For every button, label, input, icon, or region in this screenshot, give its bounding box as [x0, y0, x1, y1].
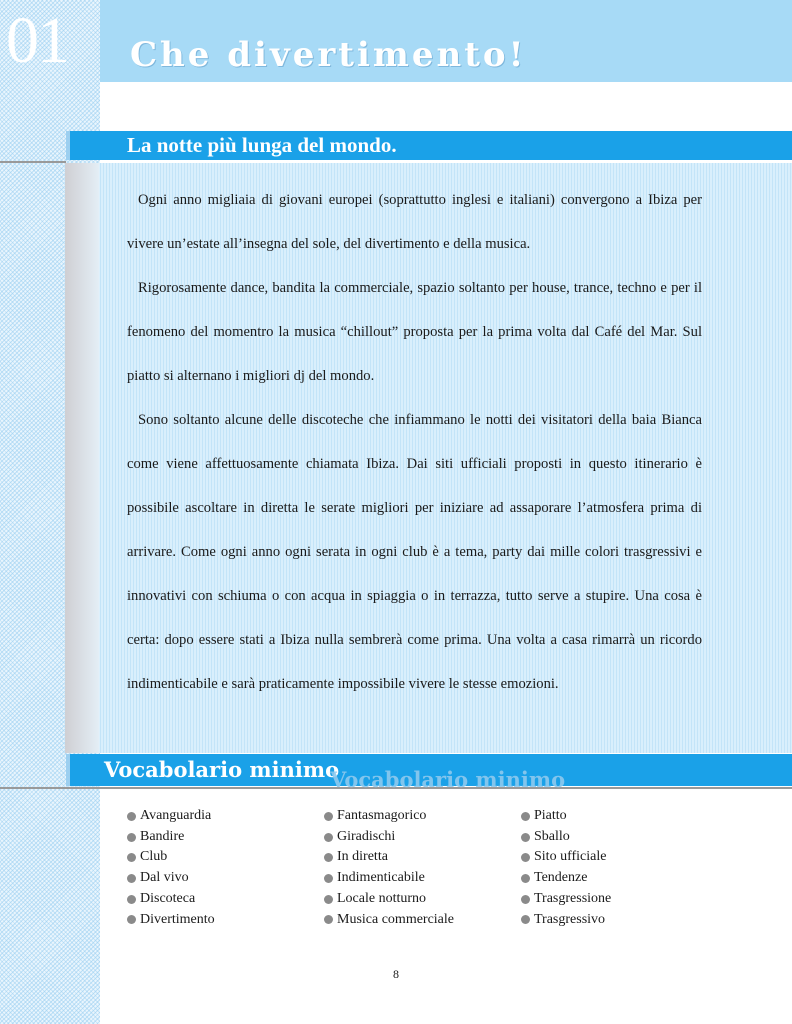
article-paragraph: Sono soltanto alcune delle discoteche che infiammano le notti dei visitatori della baia Bianca come viene affettuosamente chiamata Ibiza. Dai siti ufficiali proposti in questo itinerario è possibile ascoltare in diretta le serate migliori per iniziare ad assaporare l’atmosfera prima di arrivare. Come ogni anno ogni serata in ogni club è a tema, party dai mille colori trasgressivi e innovativi con schiuma o con acqua in spiaggia o in terrazza, tutto serve a stupire. Una cosa è certa: dopo essere stati a Ibiza nulla sembrerà come prima. Una volta a casa rimarrà un ricordo indimenticabile e sarà praticamente impossibile vivere le stesse emozioni. — [127, 412, 702, 692]
vocabulary-item: Dal vivo — [127, 868, 215, 889]
bullet-icon — [521, 915, 530, 924]
vocabulary-item: Trasgressione — [521, 889, 611, 910]
vocabulary-item: In diretta — [324, 847, 454, 868]
chapter-title: Che divertimento! — [130, 35, 527, 75]
vocabulary-item: Sballo — [521, 827, 611, 848]
article-paragraph: Rigorosamente dance, bandita la commerciale, spazio soltanto per house, trance, techno e per il fenomeno del momentro la musica “chillout” proposta per la prima volta dal Café del Mar. Sul piatto si alternano i migliori dj del mondo. — [127, 280, 702, 384]
bullet-icon — [324, 874, 333, 883]
article-body — [127, 178, 702, 706]
vocabulary-item: Club — [127, 847, 215, 868]
vocabulary-item: Locale notturno — [324, 889, 454, 910]
bullet-icon — [127, 812, 136, 821]
bullet-icon — [521, 833, 530, 842]
vocabulary-item: Tendenze — [521, 868, 611, 889]
bullet-icon — [324, 853, 333, 862]
vocabulary-item: Sito ufficiale — [521, 847, 611, 868]
bullet-icon — [127, 895, 136, 904]
bullet-icon — [521, 874, 530, 883]
vocabulary-item: Giradischi — [324, 827, 454, 848]
bullet-icon — [127, 853, 136, 862]
vocabulary-item: Discoteca — [127, 889, 215, 910]
bullet-icon — [521, 812, 530, 821]
vocabulary-item: Avanguardia — [127, 806, 215, 827]
vocabulary-column — [324, 806, 454, 930]
vocabulary-title: Vocabolario minimo — [104, 757, 340, 782]
article-paragraph: Ogni anno migliaia di giovani europei (soprattutto inglesi e italiani) convergono a Ibiza per vivere un’estate all’insegna del sole, del divertimento e della musica. — [127, 192, 702, 252]
bullet-icon — [521, 853, 530, 862]
vocabulary-item: Trasgressivo — [521, 910, 611, 931]
bullet-icon — [521, 895, 530, 904]
vocabulary-item: Fantasmagorico — [324, 806, 454, 827]
article-shadow — [65, 163, 99, 753]
vocabulary-item: Divertimento — [127, 910, 215, 931]
page-number: 8 — [393, 967, 399, 981]
bullet-icon — [324, 812, 333, 821]
vocabulary-item: Indimenticabile — [324, 868, 454, 889]
vocabulary-item: Musica commerciale — [324, 910, 454, 931]
chapter-number: 01 — [6, 4, 68, 77]
vocabulary-item: Bandire — [127, 827, 215, 848]
bullet-icon — [127, 874, 136, 883]
vocabulary-column — [521, 806, 611, 930]
vocabulary-column — [127, 806, 215, 930]
bullet-icon — [324, 915, 333, 924]
divider-line — [0, 161, 66, 163]
bullet-icon — [127, 915, 136, 924]
bullet-icon — [324, 833, 333, 842]
section-title: La notte più lunga del mondo. — [127, 133, 397, 157]
bullet-icon — [127, 833, 136, 842]
vocabulary-item: Piatto — [521, 806, 611, 827]
vocabulary-title-shadow: Vocabolario minimo — [330, 767, 566, 792]
bullet-icon — [324, 895, 333, 904]
